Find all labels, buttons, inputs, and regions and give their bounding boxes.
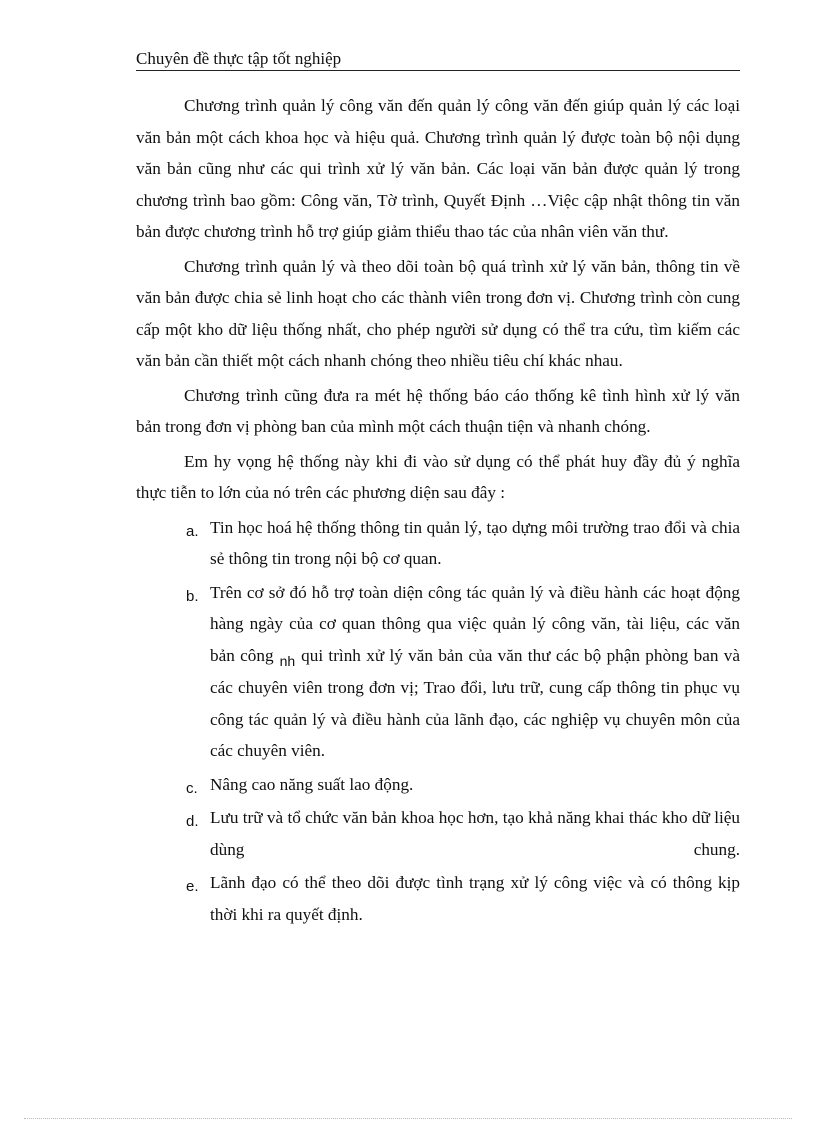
paragraph-hope: Em hy vọng hệ thống này khi đi vào sử dụng có thể phát huy đầy đủ ý nghĩa thực tiễn to lớn của nó trên các phương diện sau đây : [136,451,740,502]
page-header: Chuyên đề thực tập tốt nghiệp [136,48,740,71]
paragraph-reports: Chương trình cũng đưa ra mét hệ thống báo cáo thống kê tình hình xử lý văn bản trong đơn vị phòng ban của mình một cách thuận tiện và nhanh chóng. [136,385,740,436]
list-item-text: Lưu trữ và tổ chức văn bản khoa học hơn, tạo khả năng khai thác kho dữ liệu dùng chung. [210,808,740,859]
list-item-text: Trên cơ sở đó hỗ trợ toàn diện công tác quản lý và điều hành các hoạt động hàng ngày của cơ quan thông qua việc quản lý công văn, tài liệu, các văn bản công [210,582,740,665]
document-body [136,90,740,930]
benefits-list [136,512,740,931]
list-marker: c. [186,779,198,797]
list-item-text: Lãnh đạo có thể theo dõi được tình trạng xử lý công việc và có thông kịp thời khi ra quyết định. [210,873,740,924]
page-bottom-rule [24,1118,792,1119]
list-item [136,802,740,865]
list-marker: a. [186,522,199,540]
list-marker: b. [186,587,199,605]
list-marker: e. [186,878,199,895]
list-item-text-cont: qui trình xử lý văn bản của văn thư các bộ phận phòng ban và các chuyên viên trong đơn vị; Trao đổi, lưu trữ, cung cấp thông tin phục vụ công tác quản lý và điều hành của lãnh đạo, các nghiệp vụ chuyên môn của các chuyên viên. [210,645,740,760]
list-item-fragment: nh [279,652,296,669]
list-item [136,867,740,930]
list-marker: d. [186,813,199,830]
paragraph-tracking: Chương trình quản lý và theo dõi toàn bộ quá trình xử lý văn bản, thông tin về văn bản được chia sẻ linh hoạt cho các thành viên trong đơn vị. Chương trình còn cung cấp một kho dữ liệu thống nhất, cho phép người sử dụng có thể tra cứu, tìm kiếm các văn bản cần thiết một cách nhanh chóng theo nhiều tiêu chí khác nhau. [136,256,740,370]
list-item-text: Nâng cao năng suất lao động. [210,774,414,794]
list-item [136,769,740,801]
paragraph-intro: Chương trình quản lý công văn đến quản lý công văn đến giúp quản lý các loại văn bản một cách khoa học và hiệu quả. Chương trình quản lý được toàn bộ nội dụng văn bản cũng như các qui trình xử lý văn bản. Các loại văn bản được quản lý trong chương trình bao gồm: Công văn, Tờ trình, Quyết Định …Việc cập nhật thông tin văn bản được chương trình hỗ trợ giúp giảm thiểu thao tác của nhân viên văn thư. [136,96,740,241]
list-item-text: Tin học hoá hệ thống thông tin quản lý, tạo dựng môi trường trao đổi và chia sẻ thông tin trong nội bộ cơ quan. [210,517,740,568]
list-item [136,512,740,575]
list-item [136,577,740,767]
